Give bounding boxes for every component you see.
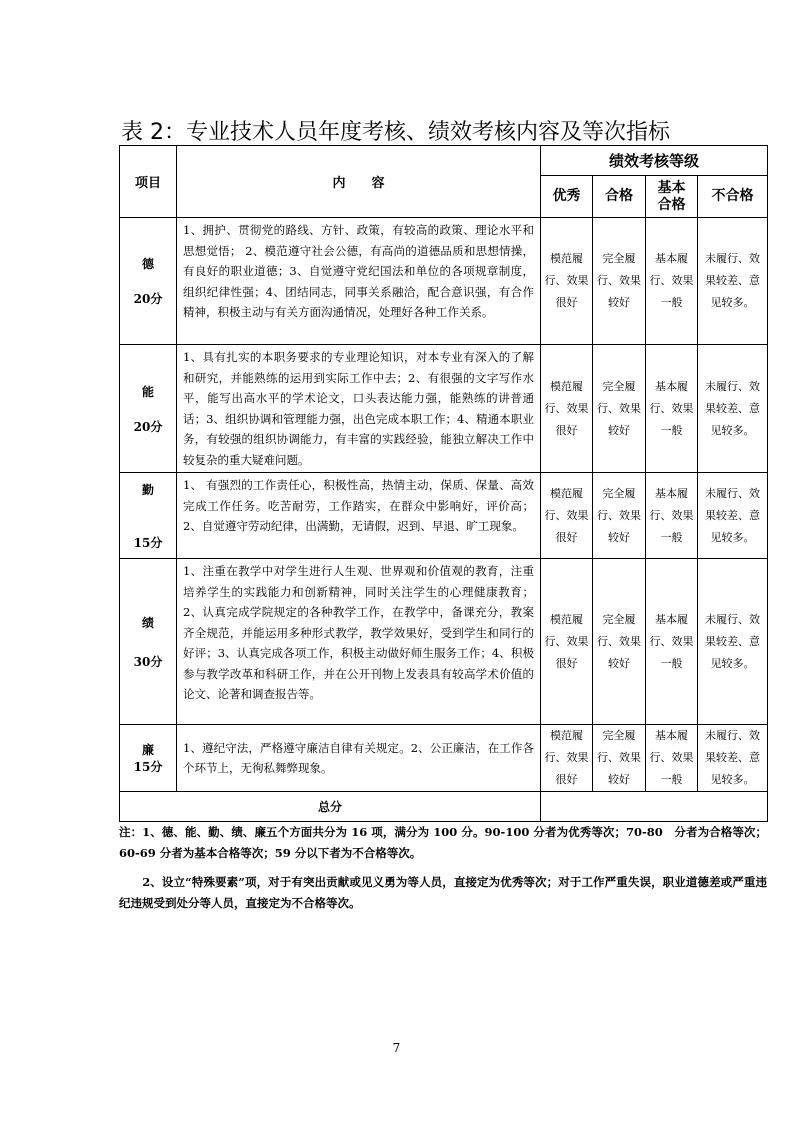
grade-unqualified: 未履行、效果较差、意见较多。 [698, 473, 768, 559]
grade-excellent: 模范履行、效果很好 [541, 473, 593, 559]
content-cell: 1、拥护、贯彻党的路线、方针、政策，有较高的政策、理论水平和思想觉悟； 2、模范遵守社会公德，有高尚的道德品质和思想情操，有良好的职业道德；3、自觉遵守党纪国法和单位的各项规章制度，组织纪律性强；4、团结同志，同事关系融洽，配合意识强，有合作精神，积极主动与有关方面沟通情况，处理好各种工作关系。 [177, 218, 541, 345]
grade-unqualified: 未履行、效果较差、意见较多。 [698, 345, 768, 473]
grade-basic: 基本履行、效果一般 [646, 559, 698, 725]
grade-unqualified: 未履行、效果较差、意见较多。 [698, 725, 768, 792]
header-grade-basic: 基本合格 [646, 176, 698, 218]
grade-basic: 基本履行、效果一般 [646, 725, 698, 792]
table-row [120, 559, 768, 725]
item-cell [120, 218, 177, 345]
content-cell: 1、具有扎实的本职务要求的专业理论知识，对本专业有深入的了解和研究，并能熟练的运用到实际工作中去；2、有很强的文字写作水平，能写出高水平的学术论文，口头表达能力强，能熟练的讲普通话；3、组织协调和管理能力强，出色完成本职工作；4、精通本职业务，有较强的组织协调能力，有丰富的实践经验，能独立解决工作中较复杂的重大疑难问题。 [177, 345, 541, 473]
item-score: 20分 [133, 292, 163, 306]
assessment-table [119, 145, 768, 822]
total-row [120, 792, 768, 822]
header-grade-group: 绩效考核等级 [541, 146, 768, 176]
content-cell: 1、注重在教学中对学生进行人生观、世界观和价值观的教育，注重培养学生的实践能力和创新精神，同时关注学生的心理健康教育；2、认真完成学院规定的各种教学工作，在教学中，备课充分，教案齐全规范，并能运用多种形式教学，教学效果好，受到学生和同行的好评；3、认真完成各项工作，积极主动做好师生服务工作；4、积极参与教学改革和科研工作，并在公开刊物上发表具有较高学术价值的论文、论著和调查报告等。 [177, 559, 541, 725]
item-name: 能 [141, 384, 154, 399]
item-name: 德 [141, 257, 154, 271]
table-row [120, 725, 768, 792]
item-cell [120, 345, 177, 473]
grade-qualified: 完全履行、效果较好 [593, 218, 646, 345]
item-cell [120, 559, 177, 725]
note-1: 注：1、德、能、勤、绩、廉五个方面共分为 16 项，满分为 100 分。90-100 分者为优秀等次；70-80 分者为合格等次；60-69 分者为基本合格等次；59 分以下者为不合格等次。 [119, 825, 767, 860]
grade-basic: 基本履行、效果一般 [646, 473, 698, 559]
table-row [120, 218, 768, 345]
table-title: 表 2：专业技术人员年度考核、绩效考核内容及等次指标 [121, 120, 670, 145]
grade-qualified: 完全履行、效果较好 [593, 725, 646, 792]
content-cell: 1、遵纪守法，严格遵守廉洁自律有关规定。2、公正廉洁，在工作各个环节上，无徇私舞弊现象。 [177, 725, 541, 792]
notes [119, 822, 767, 914]
grade-excellent: 模范履行、效果很好 [541, 345, 593, 473]
grade-qualified: 完全履行、效果较好 [593, 345, 646, 473]
grade-qualified: 完全履行、效果较好 [593, 473, 646, 559]
header-content: 内 容 [177, 146, 541, 218]
grade-unqualified: 未履行、效果较差、意见较多。 [698, 218, 768, 345]
grade-unqualified: 未履行、效果较差、意见较多。 [698, 559, 768, 725]
table-row [120, 473, 768, 559]
grade-basic: 基本履行、效果一般 [646, 218, 698, 345]
item-score: 15分 [133, 535, 163, 550]
grade-excellent: 模范履行、效果很好 [541, 559, 593, 725]
item-cell [120, 725, 177, 792]
total-label: 总分 [120, 792, 541, 822]
grade-excellent: 模范履行、效果很好 [541, 725, 593, 792]
item-cell [120, 473, 177, 559]
page-number: 7 [392, 1041, 401, 1055]
grade-excellent: 模范履行、效果很好 [541, 218, 593, 345]
table-row [120, 345, 768, 473]
item-name: 绩 [141, 615, 154, 630]
total-value-cell [541, 792, 768, 822]
grade-basic: 基本履行、效果一般 [646, 345, 698, 473]
item-score: 20分 [133, 419, 163, 434]
content-cell: 1、 有强烈的工作责任心，积极性高，热情主动，保质、保量、高效完成工作任务。吃苦耐劳，工作踏实，在群众中影响好，评价高；2、自觉遵守劳动纪律，出满勤，无请假，迟到、早退、旷工现象。 [177, 473, 541, 559]
header-grade-unqualified: 不合格 [698, 176, 768, 218]
item-name: 勤 [141, 482, 154, 497]
grade-qualified: 完全履行、效果较好 [593, 559, 646, 725]
header-item: 项目 [120, 146, 177, 218]
header-grade-excellent: 优秀 [541, 176, 593, 218]
header-grade-qualified: 合格 [593, 176, 646, 218]
item-score: 30分 [133, 654, 163, 669]
item-name: 廉 [141, 743, 154, 757]
item-score: 15分 [133, 760, 163, 774]
note-2: 2、设立“特殊要素”项，对于有突出贡献或见义勇为等人员，直接定为优秀等次；对于工作严重失误，职业道德差或严重违纪违规受到处分等人员，直接定为不合格等次。 [119, 875, 767, 910]
